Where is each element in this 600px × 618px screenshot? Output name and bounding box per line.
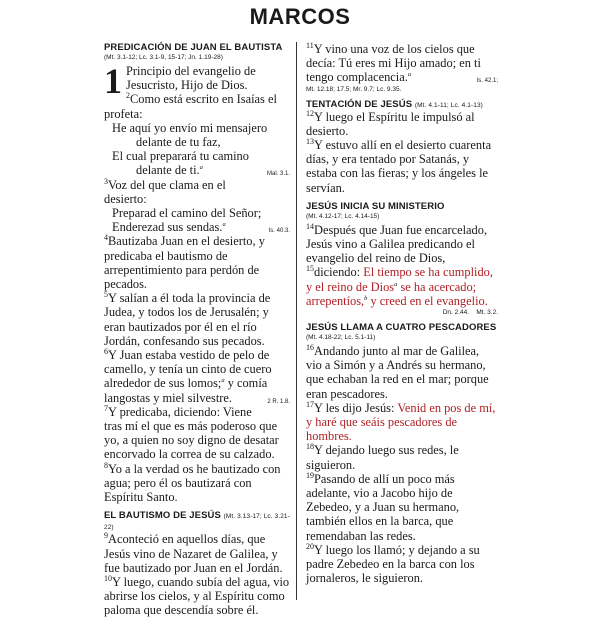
verse-number: 18	[306, 442, 314, 452]
parallel-refs: (Mt. 4.12-17; Lc. 4.14-15)	[306, 212, 380, 220]
section-heading: JESÚS INICIA SU MINISTERIO	[306, 200, 445, 212]
right-column	[306, 42, 498, 600]
verse-number: 17	[306, 399, 314, 409]
verse-text: Después que Juan fue encarcelado, Jesús vino a Galilea predicando el evangelio del reino de Dios,	[306, 222, 488, 266]
verse-number: 14	[306, 221, 314, 231]
cross-reference: Is. 42.1;	[476, 78, 498, 85]
cross-reference	[306, 309, 498, 316]
footnote-marker: a	[222, 221, 226, 229]
verse-number: 3	[104, 176, 108, 186]
verse-text: Andando junto al mar de Galilea, vio a Simón y a Andrés su hermano, que echaban la red en el mar; porque eran pescadores.	[306, 344, 489, 401]
cross-reference: Mt. 12.18; 17.5; Mr. 9.7; Lc. 9.35.	[306, 85, 402, 93]
poetry-line	[104, 163, 290, 177]
verse-number: 8	[104, 460, 108, 470]
verse-11	[306, 42, 498, 85]
verse-text: Yo a la verdad os he bautizado con agua; pero él os bautizará con Espíritu Santo.	[104, 461, 281, 505]
verse-number: 19	[306, 470, 314, 480]
verse-text: Principio del evangelio de Jesucristo, Hijo de Dios.	[126, 64, 256, 93]
column-divider	[296, 42, 297, 600]
heading-text: TENTACIÓN DE JESÚS	[306, 98, 413, 110]
poetry-line	[104, 220, 290, 234]
verse-number: 13	[306, 136, 314, 146]
cross-reference: Is. 40.3.	[268, 228, 290, 235]
verse-text: Y luego los llamó; y dejando a su padre Zebedeo en la barca con los jornaleros, le siguieron.	[306, 542, 480, 586]
footnote-marker: a	[394, 280, 398, 288]
section-heading	[104, 510, 290, 532]
verse-17	[306, 401, 498, 444]
verse-text: Pasando de allí un poco más adelante, vio a Jacobo hijo de Zebedeo, y a Juan su hermano, también ellos en la barca, que remendaban las redes.	[306, 471, 460, 543]
verse-20	[306, 543, 498, 586]
verse-number: 4	[104, 233, 108, 243]
verse-text: y comía langostas y miel silvestre.	[104, 376, 268, 405]
cross-reference-b: Mt. 3.2.	[476, 309, 498, 317]
verse-text: delante de ti.	[136, 163, 200, 178]
footnote-marker: a	[407, 71, 412, 79]
verse-2	[104, 92, 290, 120]
words-of-jesus: El tiempo se ha cumplido, y el reino de Dios	[306, 265, 493, 294]
verse-16	[306, 344, 498, 401]
parallel-refs: (Mt. 4.18-22; Lc. 5.1-11)	[306, 334, 376, 342]
verse-text: Y vino una voz de los cielos que decía: Tú eres mi Hijo amado; en ti tengo complacencia.	[306, 42, 481, 85]
verse-number: 10	[104, 573, 112, 583]
cross-reference: 2 R. 1.8.	[267, 398, 290, 405]
verse-14	[306, 223, 498, 266]
poetry-line: El cual preparará tu camino	[112, 149, 249, 164]
words-of-jesus: se ha acercado; arrepentíos,	[306, 279, 477, 308]
verse-number: 20	[306, 541, 314, 551]
verse-text: diciendo:	[314, 265, 364, 280]
verse-1	[104, 61, 290, 101]
verse-number: 15	[306, 264, 314, 274]
poetry-line: delante de tu faz,	[136, 135, 221, 150]
verse-text: Voz del que clama en el desierto:	[104, 177, 226, 206]
footnote-marker: a	[199, 164, 203, 172]
verse-number: 12	[306, 108, 314, 118]
chapter-number: 1	[104, 61, 122, 101]
verse-6	[104, 348, 290, 405]
parallel-refs: (Mt. 3.1-12; Lc. 3.1-9, 15-17; Jn. 1.19-28)	[104, 54, 223, 61]
verse-text: Y salían a él toda la provincia de Judea, y todos los de Jerusalén; y eran bautizados por él en el río Jordán, confesando sus pecados.	[104, 291, 271, 348]
cross-reference-a: Dn. 2.44.	[442, 309, 470, 317]
verse-text: Y Juan estaba vestido de pelo de camello, y tenía un cinto de cuero alrededor de sus lomos;	[104, 348, 272, 391]
verse-number: 11	[306, 40, 314, 50]
verse-15	[306, 265, 498, 308]
section-heading	[306, 99, 498, 110]
verse-10	[104, 575, 290, 618]
verse-8	[104, 462, 290, 505]
verse-number: 2	[126, 91, 130, 101]
words-of-jesus: y creed en el evangelio.	[367, 293, 488, 308]
verse-text: Y estuvo allí en el desierto cuarenta días, y era tentado por Satanás, y estaba con las fieras; y los ángeles le servían.	[306, 138, 492, 195]
heading-text: EL BAUTISMO DE JESÚS	[104, 510, 221, 522]
footnote-marker: a	[221, 377, 225, 385]
parallel-refs: (Mt. 4.1-11; Lc. 4.1-13)	[414, 101, 483, 109]
section-heading: JESÚS LLAMA A CUATRO PESCADORES	[306, 322, 497, 334]
footnote-marker: b	[364, 294, 368, 302]
verse-number: 16	[306, 342, 314, 352]
verse-text: Aconteció en aquellos días, que Jesús vino de Nazaret de Galilea, y fue bautizado por Juan en el Jordán.	[104, 532, 283, 575]
section-heading: PREDICACIÓN DE JUAN EL BAUTISTA	[104, 42, 283, 53]
poetry-line: Preparad el camino del Señor;	[112, 206, 262, 221]
verse-19	[306, 472, 498, 543]
verse-text: Y dejando luego sus redes, le siguieron.	[306, 443, 459, 472]
book-title: MARCOS	[249, 4, 351, 29]
verse-text: Bautizaba Juan en el desierto, y predicaba el bautismo de arrepentimiento para perdón de pecados.	[104, 234, 265, 292]
verse-text: Como está escrito en Isaías el profeta:	[104, 92, 277, 121]
verse-text: Y predicaba, diciendo: Viene tras mí el que es más poderoso que yo, a quien no soy digno de desatar encorvado la correa de su calzado.	[104, 404, 279, 462]
verse-text: Y les dijo Jesús:	[314, 400, 398, 415]
poetry-line: He aquí yo envío mi mensajero	[112, 120, 268, 135]
verse-number: 7	[104, 403, 108, 413]
verse-text: Y luego, cuando subía del agua, vio abrirse los cielos, y al Espíritu como paloma que descendía sobre él.	[104, 574, 290, 618]
verse-number: 5	[104, 290, 108, 300]
verse-3	[104, 178, 290, 206]
verse-9	[104, 532, 290, 575]
verse-18	[306, 443, 498, 471]
verse-text: Enderezad sus sendas.	[112, 220, 223, 235]
verse-13	[306, 138, 498, 195]
verse-7	[104, 405, 290, 462]
verse-text: Y luego el Espíritu le impulsó al desierto.	[306, 109, 475, 138]
verse-12	[306, 110, 498, 138]
left-column	[104, 42, 290, 618]
words-of-jesus: Venid en pos de mí, y haré que seáis pescadores de hombres.	[306, 400, 496, 444]
verse-5	[104, 291, 290, 348]
verse-number: 9	[104, 531, 108, 541]
verse-4	[104, 234, 290, 291]
cross-reference: Mal. 3.1.	[266, 171, 290, 178]
verse-number: 6	[104, 346, 108, 356]
parallel-refs: (Mt. 3.13-17; Lc. 3.21-22)	[104, 513, 290, 532]
